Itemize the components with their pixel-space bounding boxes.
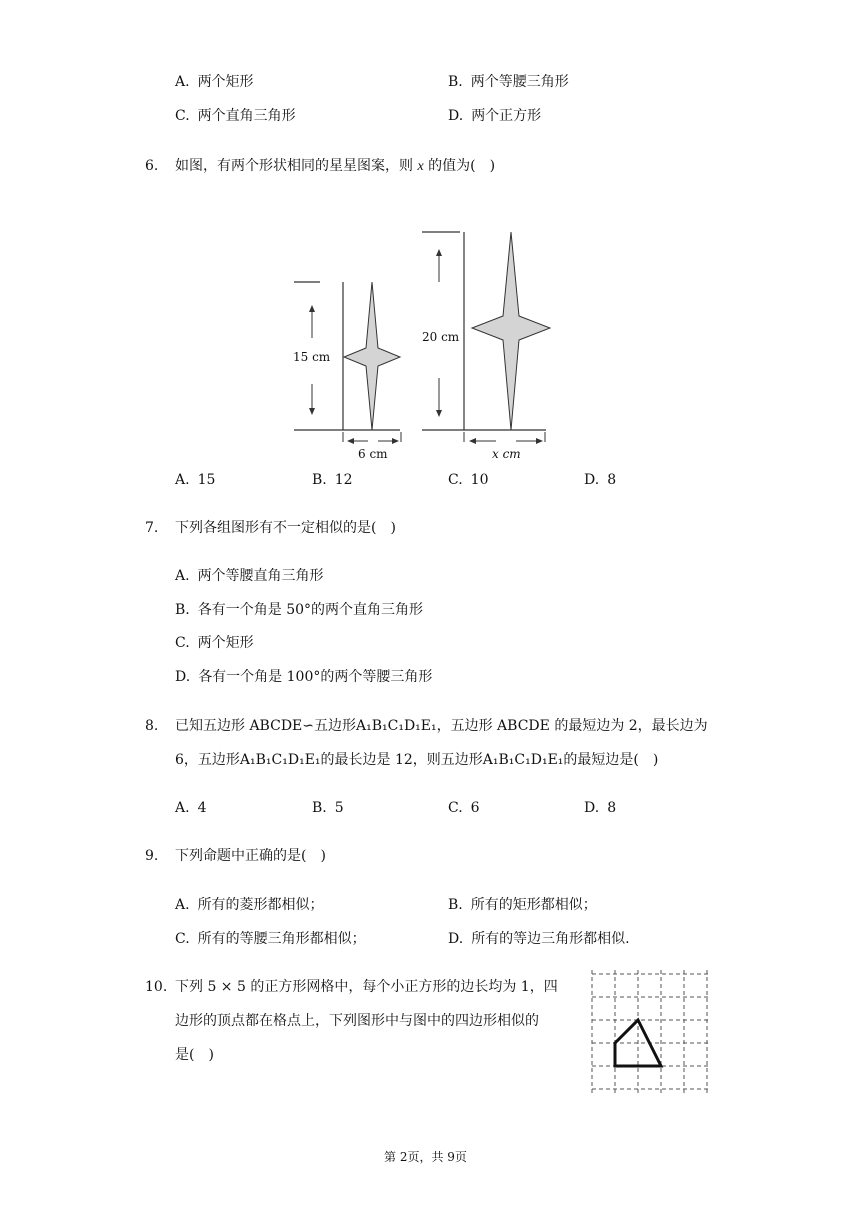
q8-option-b <box>312 798 344 818</box>
option-text: 10 <box>470 472 489 488</box>
q6-option-c <box>448 470 489 490</box>
grid-lines <box>592 970 710 1094</box>
q5-option-a <box>175 72 254 92</box>
option-letter: A. <box>175 568 190 584</box>
q10-stem-line3: 是( ) <box>175 1047 214 1063</box>
q10-stem-line2: 边形的顶点都在格点上，下列图形中与图中的四边形相似的 <box>175 1013 539 1029</box>
option-letter: D. <box>448 108 464 124</box>
q8-stem-line2: 6，五边形A₁B₁C₁D₁E₁的最长边是 12，则五边形A₁B₁C₁D₁E₁的最短边是( ) <box>175 752 659 768</box>
option-text: 两个正方形 <box>471 108 542 124</box>
option-text: 各有一个角是 100°的两个等腰三角形 <box>198 669 433 685</box>
option-text: 两个等腰直角三角形 <box>197 568 324 584</box>
option-letter: D. <box>448 931 464 947</box>
q8-option-d <box>584 798 616 818</box>
option-text: 所有的等腰三角形都相似； <box>197 931 366 947</box>
option-letter: B. <box>175 602 190 618</box>
option-text: 各有一个角是 50°的两个直角三角形 <box>197 602 424 618</box>
q7-number: 7. <box>145 520 159 536</box>
right-height-label: 20 cm <box>422 330 460 344</box>
option-letter: B. <box>448 897 463 913</box>
q6-variable: x <box>417 159 424 174</box>
q7-option-d <box>175 667 432 687</box>
q7-option-c <box>175 633 254 653</box>
option-text: 6 <box>470 800 480 816</box>
option-text: 两个矩形 <box>197 635 254 651</box>
option-letter: D. <box>584 800 600 816</box>
q9-stem: 下列命题中正确的是( ) <box>175 848 326 864</box>
q5-option-d <box>448 106 541 126</box>
q10-number: 10. <box>145 979 168 995</box>
q8-stem-line1: 已知五边形 ABCDE∽五边形A₁B₁C₁D₁E₁，五边形 ABCDE 的最短边为 2，最长边为 <box>175 718 708 734</box>
option-letter: D. <box>175 669 191 685</box>
option-text: 4 <box>197 800 207 816</box>
option-text: 所有的等边三角形都相似. <box>471 931 630 947</box>
q9-number: 9. <box>145 848 159 864</box>
q8-option-a <box>175 798 206 818</box>
option-text: 两个直角三角形 <box>197 108 296 124</box>
q6-option-a <box>175 470 215 490</box>
option-letter: A. <box>175 897 190 913</box>
option-letter: D. <box>584 472 600 488</box>
q6-option-d <box>584 470 616 490</box>
option-text: 5 <box>334 800 344 816</box>
option-letter: A. <box>175 472 190 488</box>
q9-option-c <box>175 929 366 949</box>
q9-option-a <box>175 895 324 915</box>
q5-option-c <box>175 106 296 126</box>
left-width-label: 6 cm <box>358 447 388 461</box>
option-text: 8 <box>607 800 617 816</box>
option-letter: C. <box>175 931 190 947</box>
q9-option-d <box>448 929 630 949</box>
option-text: 8 <box>607 472 617 488</box>
q7-stem: 下列各组图形有不一定相似的是( ) <box>175 520 396 536</box>
right-star-shape <box>472 232 550 430</box>
q5-option-b <box>448 72 569 92</box>
q6-number: 6. <box>145 158 159 174</box>
left-height-label: 15 cm <box>293 350 331 364</box>
q7-option-a <box>175 566 324 586</box>
q6-option-b <box>312 470 353 490</box>
option-letter: B. <box>448 74 463 90</box>
option-text: 所有的菱形都相似； <box>197 897 324 913</box>
q6-star-figure <box>280 220 570 470</box>
q8-number: 8. <box>145 718 159 734</box>
left-star-shape <box>344 282 400 430</box>
option-text: 两个等腰三角形 <box>470 74 569 90</box>
q7-option-b <box>175 600 423 620</box>
q9-option-b <box>448 895 597 915</box>
q10-stem-line1: 下列 5 × 5 的正方形网格中，每个小正方形的边长均为 1，四 <box>175 979 558 995</box>
option-text: 15 <box>197 472 216 488</box>
option-letter: A. <box>175 800 190 816</box>
option-text: 所有的矩形都相似； <box>470 897 597 913</box>
option-text: 两个矩形 <box>197 74 254 90</box>
option-letter: C. <box>448 800 463 816</box>
q10-grid-figure <box>584 966 714 1098</box>
option-letter: B. <box>312 472 327 488</box>
q6-stem <box>175 156 495 177</box>
q6-text-after: 的值为( ) <box>423 158 496 174</box>
right-width-label: x cm <box>492 447 521 461</box>
option-text: 12 <box>334 472 353 488</box>
page-footer: 第 2页，共 9页 <box>384 1150 467 1164</box>
option-letter: B. <box>312 800 327 816</box>
option-letter: C. <box>448 472 463 488</box>
option-letter: C. <box>175 108 190 124</box>
q8-option-c <box>448 798 480 818</box>
q6-text-before: 如图，有两个形状相同的星星图案，则 <box>175 158 418 174</box>
option-letter: A. <box>175 74 190 90</box>
option-letter: C. <box>175 635 190 651</box>
